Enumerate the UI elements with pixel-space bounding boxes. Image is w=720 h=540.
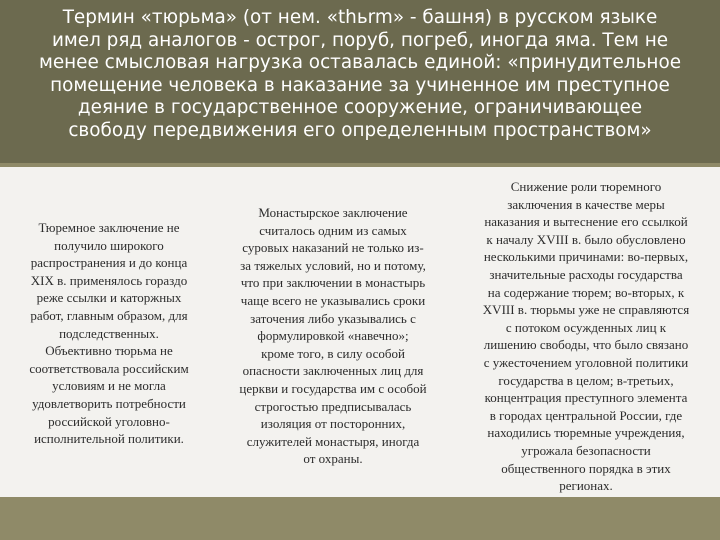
column-text-line: суровых наказаний не только из- [242,240,424,256]
column-text-line: общественного порядка в этих [501,460,671,476]
column-text-line: от охраны. [303,451,363,467]
column-text-line: лишению свободы, что было связано [483,337,689,353]
column-text-line: условиям и не могла [52,378,166,394]
content-panel [0,167,720,497]
column-text-line: служителей монастыря, иногда [246,433,420,449]
column-monastery-confinement [215,204,451,468]
column-text-line: Объективно тюрьма не [45,343,173,359]
column-text-line: за тяжелых условий, но и потому, [240,257,426,273]
column-text-line: концентрация преступного элемента [484,390,688,406]
title-line: менее смысловая нагрузка оставалась единой: «принудительное [38,52,682,74]
column-text-line: соответствовала российским [29,360,189,376]
column-text-line: удовлетворить потребности [32,395,186,411]
column-text-line: заключения в качестве меры [507,196,665,212]
column-decline-of-imprisonment [455,178,717,495]
title-line: свободу передвижения его определенным пространством» [68,119,652,141]
column-text-line: церкви и государства им с особой [239,380,427,396]
slide-footer-band [0,497,720,540]
title-line: деяние в государственное сооружение, ограничивающее [77,97,643,119]
column-text-line: значительные расходы государства [489,266,683,282]
column-text-line: подследственных. [59,325,159,341]
column-text-line: находились тюремные учреждения, [487,425,685,441]
column-text-line: к началу XVIII в. было обусловлено [486,231,686,247]
title-line: Термин «тюрьма» (от нем. «thьrm» - башня) в русском языке [62,7,658,28]
slide-title [0,0,720,163]
column-text-line: строгостью предписывалась [254,398,412,414]
column-text-line: кроме того, в силу особой [261,345,405,361]
column-text-line: чаще всего не указывались сроки [240,292,426,308]
column-text-line: считалось одним из самых [259,222,407,238]
column-text-line: распространения и до конца [30,255,188,271]
column-text-line: Монастырское заключение [258,205,408,220]
title-line: имел ряд аналогов - острог, поруб, погреб, иногда яма. Тем не [51,29,669,51]
column-text-line: с потоком осужденных лиц к [505,319,667,335]
column-text-line: изоляция от посторонних, [260,416,406,432]
column-text-line: с ужесточением уголовной политики [483,354,689,370]
column-text-line: что при заключении в монастырь [240,275,426,291]
column-text-line: работ, главным образом, для [30,307,188,323]
column-text-line: получило широкого [54,237,164,253]
column-text-line: XVIII в. тюрьмы уже не справляются [482,302,690,318]
column-prison-confinement [6,219,212,448]
column-text-line: государства в целом; в-третьих, [498,372,674,388]
column-text-line: российской уголовно- [48,413,170,429]
column-text-line: формулировкой «навечно»; [257,328,409,344]
column-text-line: наказания и вытеснение его ссылкой [484,214,688,230]
title-line: помещение человека в наказание за учиненное им преступное [50,74,670,96]
column-text-line: опасности заключенных лиц для [242,363,424,379]
column-text-line: на содержание тюрем; во-вторых, к [487,284,685,300]
column-text-line: Тюремное заключение не [38,220,180,235]
column-text-line: XIX в. применялось гораздо [30,272,188,288]
column-text-line: заточения либо указывались с [250,310,416,326]
column-text-line: исполнительной политики. [34,431,184,447]
column-text-line: угрожала безопасности [521,442,651,458]
column-text-line: Снижение роли тюремного [510,179,662,194]
column-text-line: несколькими причинами: во-первых, [483,249,689,265]
column-text-line: регионах. [559,478,613,494]
column-text-line: реже ссылки и каторжных [36,290,182,306]
column-text-line: в городах центральной России, где [489,407,683,423]
